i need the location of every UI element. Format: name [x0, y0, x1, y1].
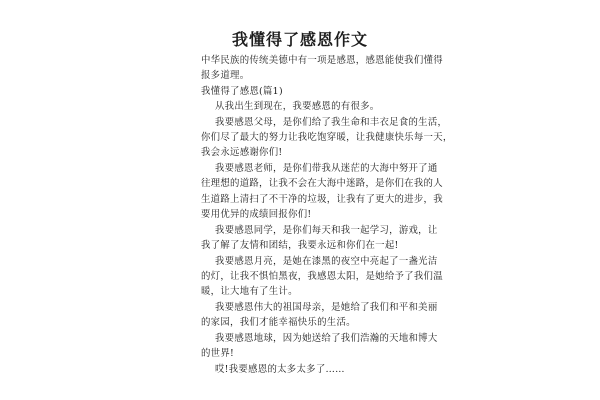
- paragraph-line: 我会永远感谢你们!: [201, 147, 283, 158]
- paragraph-line: 的家园，我们才能幸福快乐的生活。: [201, 317, 356, 328]
- paragraph-line: 我了解了友情和团结，我要永远和你们在一起!: [201, 240, 399, 251]
- paragraph-line: 我要感恩月亮，是她在漆黑的夜空中亮起了一盏光洁: [215, 256, 438, 267]
- section-heading: 我懂得了感恩(篇1): [201, 86, 283, 97]
- paragraph-line: 我要感恩老师，是你们带我从迷茫的大海中努开了通: [215, 163, 438, 174]
- paragraph-line: 要用优异的成绩回报你们!: [201, 209, 312, 220]
- paragraph-line: 暖，让大地有了生计。: [201, 286, 298, 297]
- paragraph-line: 的世界!: [201, 348, 235, 359]
- paragraph-line: 我要感恩同学，是你们每天和我一起学习，游戏，让: [215, 225, 438, 236]
- paragraph-line: 我要感恩伟大的祖国母亲，是她给了我们和平和美丽: [215, 302, 438, 313]
- paragraph-line: 往理想的道路，让我不会在大海中迷路，是你们在我的人: [201, 178, 443, 189]
- paragraph-line: 你们尽了最大的努力让我吃饱穿暖，让我健康快乐每一天，: [201, 132, 453, 143]
- page-title: 我懂得了感恩作文: [231, 30, 368, 49]
- paragraph-line: 我要感恩地球，因为她送给了我们浩瀚的天地和博大: [215, 333, 438, 344]
- paragraph-line: 报多道理。: [201, 70, 250, 81]
- paragraph-line: 中华民族的传统美德中有一项是感恩，感恩能使我们懂得: [201, 55, 443, 66]
- paragraph-line: 从我出生到现在，我要感恩的有很多。: [215, 101, 380, 112]
- paragraph-line: 的灯，让我不惧怕黑夜，我感恩太阳，是她给予了我们温: [201, 271, 443, 282]
- paragraph-line: 生道路上清扫了不干净的垃圾，让我有了更大的进步，我: [201, 194, 443, 205]
- paragraph-line: 我要感恩父母，是你们给了我生命和丰衣足食的生活，: [215, 117, 448, 128]
- paragraph-line: 哎!我要感恩的太多太多了……: [215, 364, 345, 375]
